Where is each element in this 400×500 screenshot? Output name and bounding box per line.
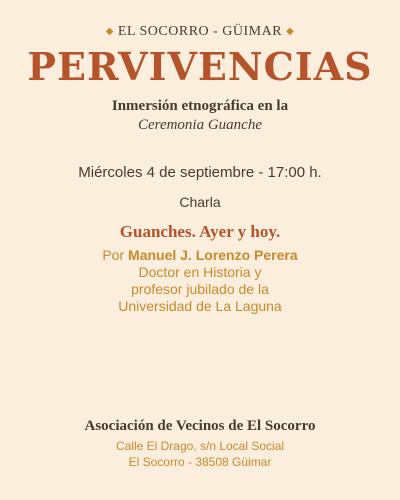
speaker-line-3: Universidad de La Laguna [118, 298, 282, 314]
diamond-right-icon: ◆ [286, 26, 295, 37]
address-line-2: El Socorro - 38508 Güimar [128, 455, 272, 469]
speaker-line-2: profesor jubilado de la [131, 281, 269, 297]
location-text: EL SOCORRO - GÜIMAR [117, 24, 283, 39]
subtitle-line-2: Ceremonia Guanche [138, 117, 262, 133]
diamond-left-icon: ◆ [105, 26, 114, 37]
by-prefix: Por [102, 247, 125, 263]
speaker-name-line [0, 247, 400, 264]
address-block [0, 438, 400, 470]
speaker-block [0, 247, 400, 315]
event-date-time: Miércoles 4 de septiembre - 17:00 h. [78, 164, 322, 181]
subtitle-line-1: Inmersión etnográfica en la [111, 98, 289, 114]
address-line-1: Calle El Drago, s/n Local Social [115, 439, 285, 453]
organization-name: Asociación de Vecinos de El Socorro [84, 418, 316, 434]
speaker-line-1: Doctor en Historia y [138, 264, 262, 280]
location-header [0, 24, 400, 40]
poster-title: PERVIVENCIAS [27, 44, 373, 89]
speaker-name: Manuel J. Lorenzo Perera [128, 247, 298, 263]
talk-title: Guanches. Ayer y hoy. [119, 222, 281, 241]
event-type: Charla [179, 194, 221, 210]
